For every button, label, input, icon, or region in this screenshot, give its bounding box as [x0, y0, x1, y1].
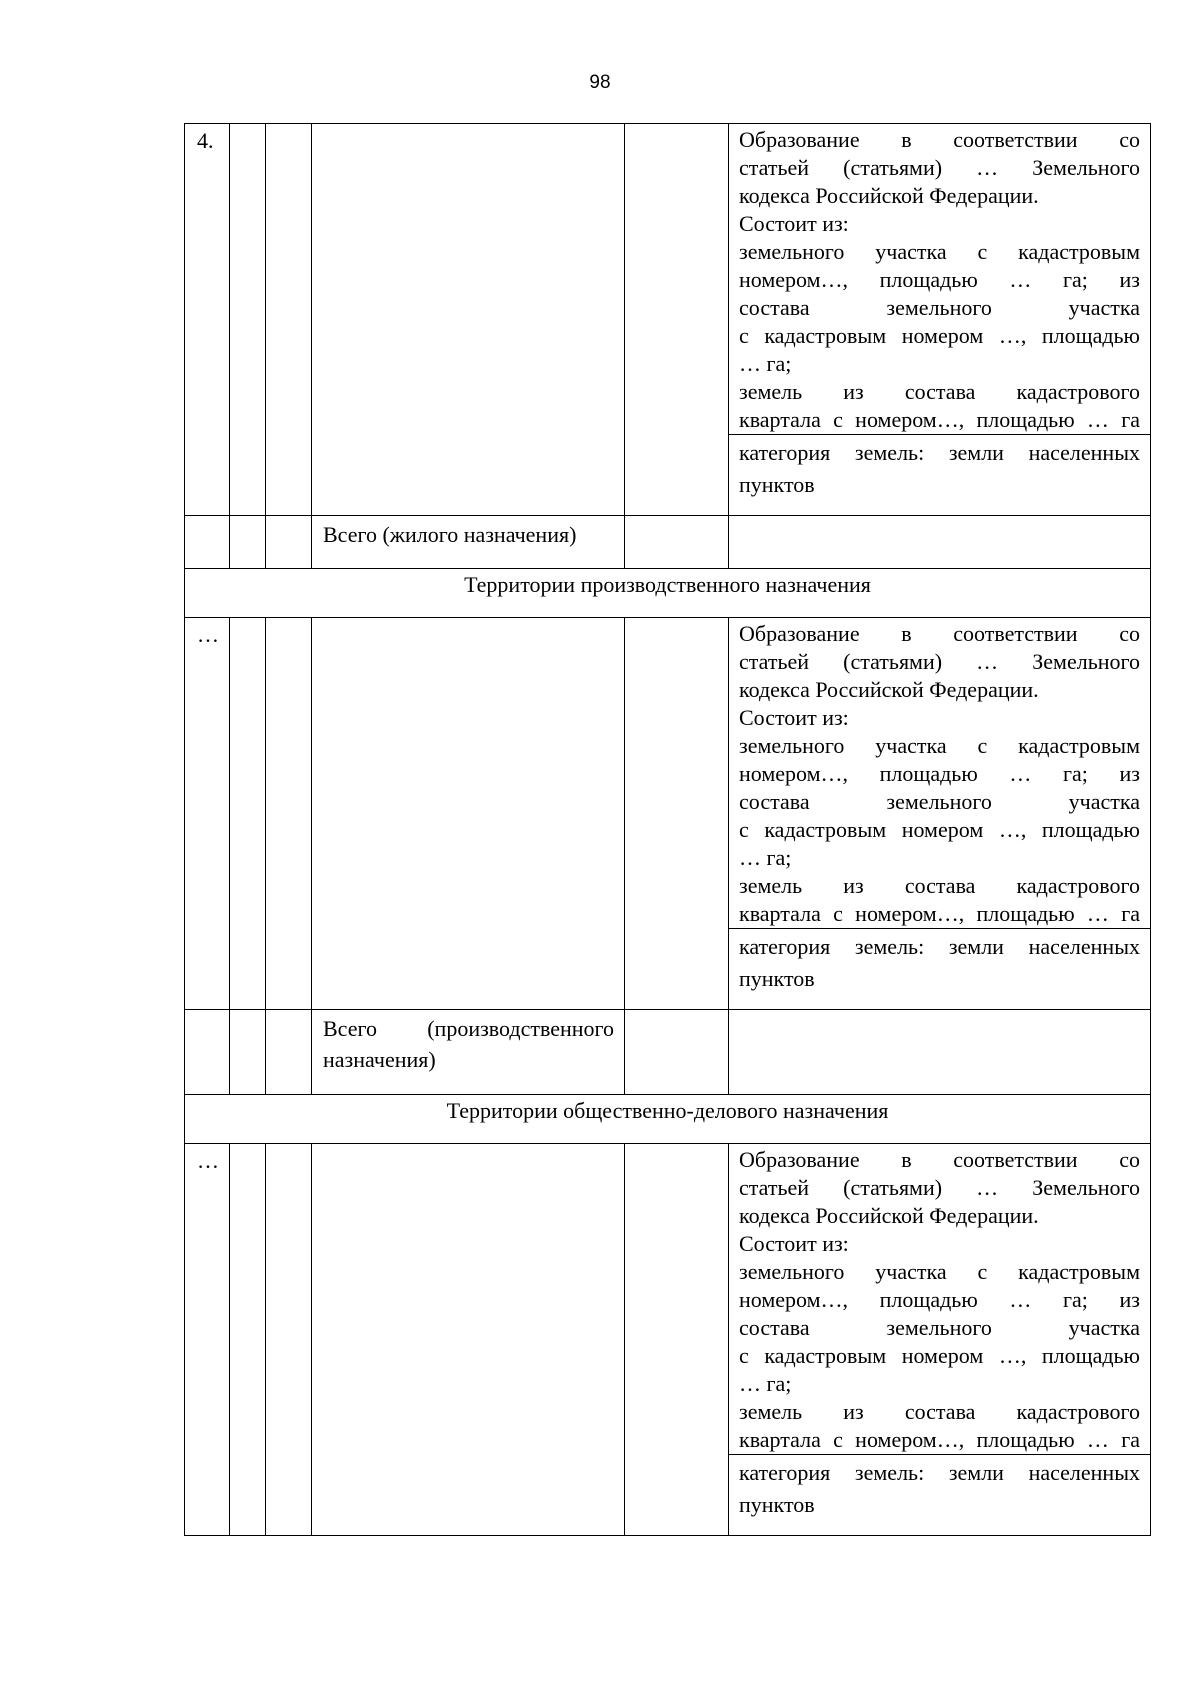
empty-cell	[230, 1010, 266, 1095]
section-row	[185, 1095, 1151, 1144]
empty-cell	[185, 1010, 230, 1095]
formation-description	[739, 124, 1140, 434]
empty-cell	[312, 1144, 625, 1536]
description-line: с кадастровым номером …, площадью	[739, 323, 1140, 348]
table-row	[185, 1144, 1151, 1536]
land-category: категория земель: земли населенных пунктов	[729, 928, 1150, 995]
empty-cell	[266, 124, 312, 516]
formation-description	[739, 1144, 1140, 1454]
empty-cell	[266, 1010, 312, 1095]
total-label: Всего (производственного назначения)	[312, 1010, 625, 1095]
description-line: номером…, площадью … га; из	[739, 267, 1140, 292]
description-line: с кадастровым номером …, площадью	[739, 817, 1140, 842]
description-line: кодекса Российской Федерации.	[739, 183, 1039, 208]
description-line: кодекса Российской Федерации.	[739, 677, 1039, 702]
formation-description	[739, 618, 1140, 928]
description-line: статьей (статьями) … Земельного	[739, 1175, 1140, 1200]
description-line: земель из состава кадастрового	[739, 379, 1140, 404]
empty-cell	[625, 618, 729, 1010]
description-line: … га;	[739, 1371, 792, 1396]
description-line: статьей (статьями) … Земельного	[739, 649, 1140, 674]
row-number: …	[185, 1144, 230, 1536]
description-line: земельного участка с кадастровым	[739, 1259, 1140, 1284]
description-line: квартала с номером…, площадью … га	[739, 407, 1140, 432]
description-line: Образование в соответствии со	[739, 621, 1140, 646]
empty-cell	[729, 1010, 1151, 1095]
empty-cell	[185, 516, 230, 569]
empty-cell	[312, 124, 625, 516]
row-number: …	[185, 618, 230, 1010]
empty-cell	[729, 516, 1151, 569]
row-number: 4.	[185, 124, 230, 516]
description-line: Образование в соответствии со	[739, 127, 1140, 152]
description-line: земельного участка с кадастровым	[739, 239, 1140, 264]
empty-cell	[266, 516, 312, 569]
description-line: … га;	[739, 351, 792, 376]
description-line: земель из состава кадастрового	[739, 1399, 1140, 1424]
description-line: состава земельного участка	[739, 789, 1140, 814]
land-plots-table	[184, 123, 1151, 1536]
empty-cell	[625, 1010, 729, 1095]
description-line: Образование в соответствии со	[739, 1147, 1140, 1172]
empty-cell	[230, 1144, 266, 1536]
table-row	[185, 124, 1151, 516]
section-title: Территории общественно-делового назначения	[185, 1095, 1151, 1144]
total-row-industrial	[185, 1010, 1151, 1095]
page-number: 98	[589, 72, 611, 93]
description-line: Состоит из:	[739, 1231, 849, 1256]
empty-cell	[625, 516, 729, 569]
section-title: Территории производственного назначения	[185, 569, 1151, 618]
description-line: с кадастровым номером …, площадью	[739, 1343, 1140, 1368]
description-line: состава земельного участка	[739, 295, 1140, 320]
description-line: номером…, площадью … га; из	[739, 1287, 1140, 1312]
empty-cell	[266, 1144, 312, 1536]
empty-cell	[625, 124, 729, 516]
description-line: Состоит из:	[739, 705, 849, 730]
empty-cell	[230, 618, 266, 1010]
description-line: номером…, площадью … га; из	[739, 761, 1140, 786]
empty-cell	[625, 1144, 729, 1536]
description-line: квартала с номером…, площадью … га	[739, 901, 1140, 926]
description-line: квартала с номером…, площадью … га	[739, 1427, 1140, 1452]
total-row-residential	[185, 516, 1151, 569]
description-cell	[729, 618, 1151, 1010]
description-cell	[729, 124, 1151, 516]
empty-cell	[266, 618, 312, 1010]
description-line: статьей (статьями) … Земельного	[739, 155, 1140, 180]
empty-cell	[230, 124, 266, 516]
land-category: категория земель: земли населенных пунктов	[729, 1454, 1150, 1521]
description-line: земель из состава кадастрового	[739, 873, 1140, 898]
section-row	[185, 569, 1151, 618]
land-category: категория земель: земли населенных пунктов	[729, 434, 1150, 501]
table-row	[185, 618, 1151, 1010]
description-line: состава земельного участка	[739, 1315, 1140, 1340]
description-line: … га;	[739, 845, 792, 870]
description-line: земельного участка с кадастровым	[739, 733, 1140, 758]
empty-cell	[312, 618, 625, 1010]
total-label: Всего (жилого назначения)	[312, 516, 625, 569]
description-cell	[729, 1144, 1151, 1536]
description-line: Состоит из:	[739, 211, 849, 236]
description-line: кодекса Российской Федерации.	[739, 1203, 1039, 1228]
empty-cell	[230, 516, 266, 569]
